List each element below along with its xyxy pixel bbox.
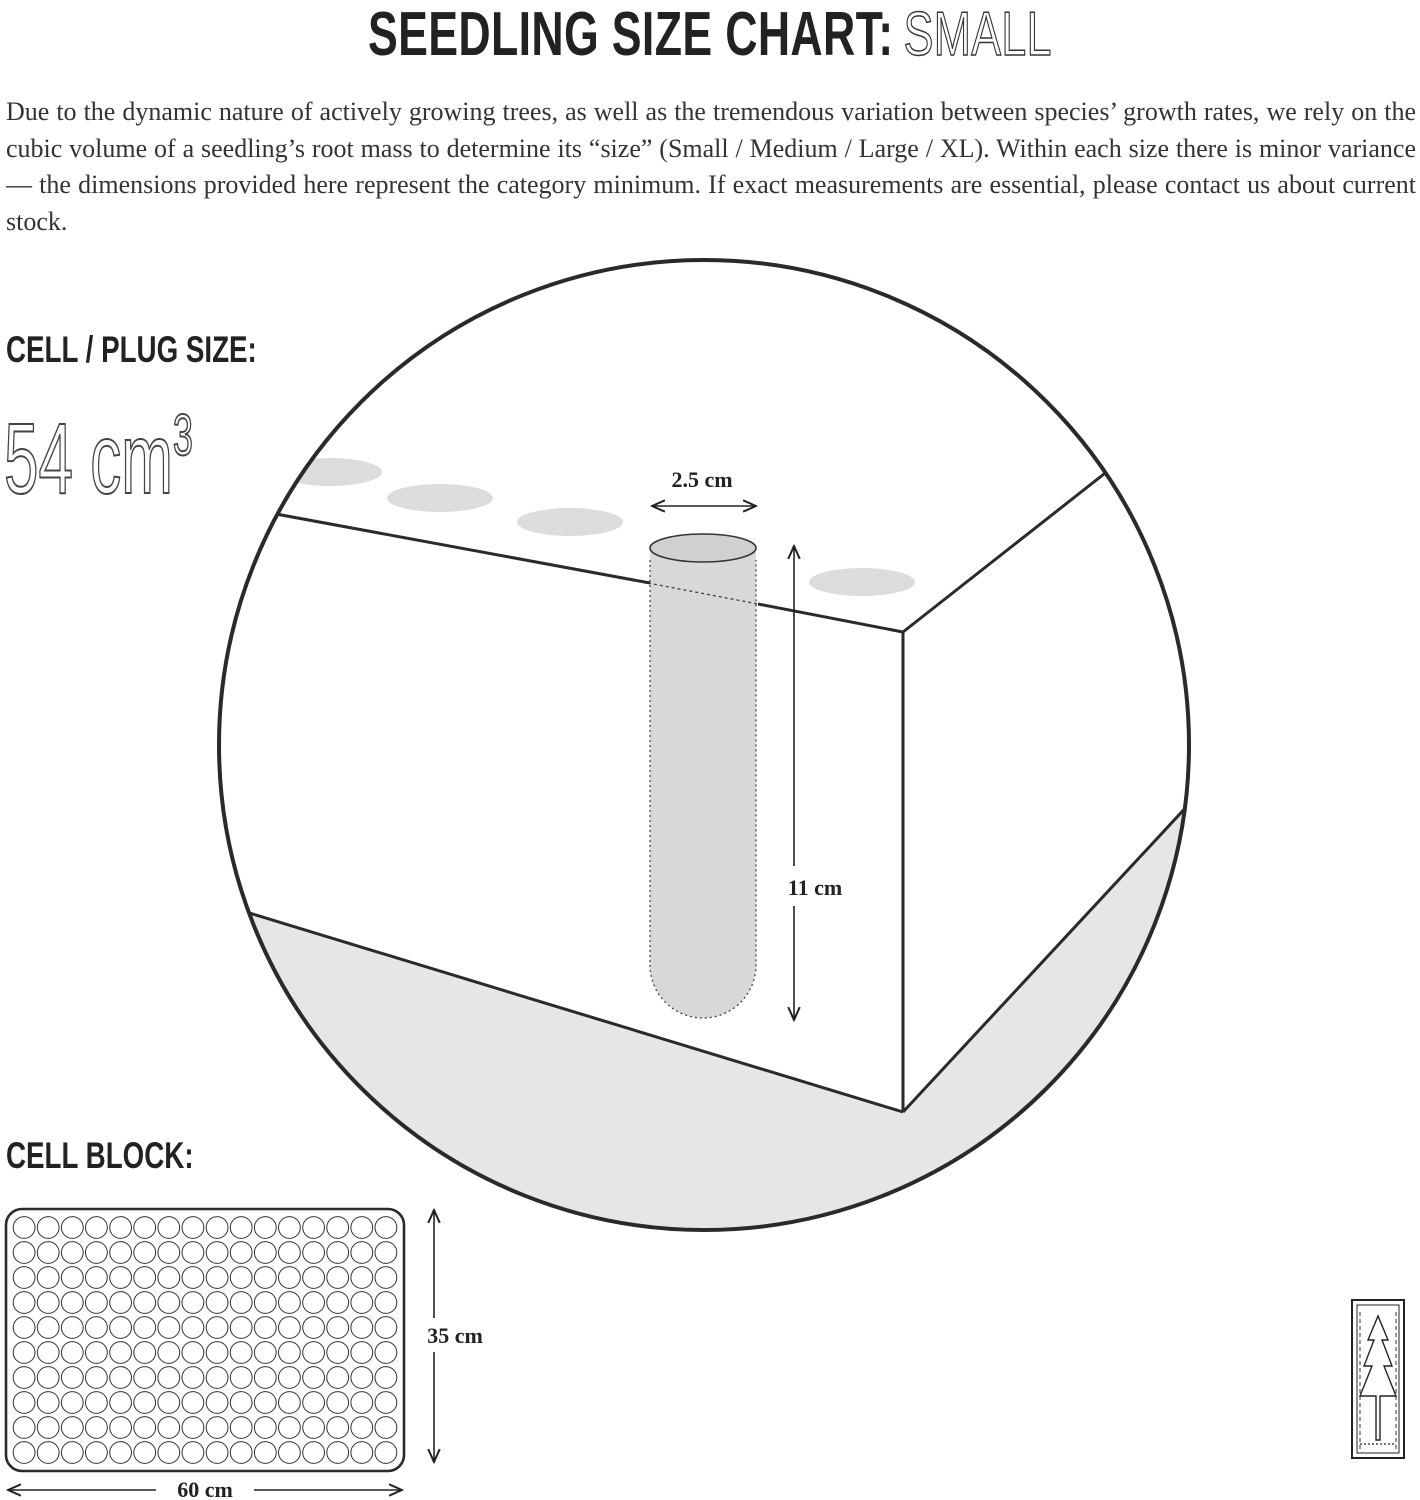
- volume-exponent: 3: [172, 403, 193, 468]
- tray-hole: [387, 484, 493, 512]
- block-height-label: 35 cm: [427, 1323, 483, 1348]
- cell-block-label: CELL BLOCK:: [6, 1135, 194, 1176]
- title-main-text: SEEDLING SIZE CHART:: [368, 0, 894, 69]
- plug-depth-label: 11 cm: [787, 875, 843, 900]
- pine-tree-logo-icon: [1352, 1300, 1404, 1458]
- block-top-side-edge: [903, 430, 1160, 632]
- cell-block-tray: [6, 1209, 404, 1471]
- plug-diameter-label: 2.5 cm: [671, 467, 733, 492]
- tray-hole: [278, 458, 382, 486]
- tray-hole: [809, 568, 915, 596]
- cell-plug-size-label: CELL / PLUG SIZE:: [6, 329, 257, 370]
- volume-unit: cm: [90, 403, 173, 515]
- plug-top: [650, 534, 756, 562]
- volume-number: 54: [4, 403, 73, 515]
- tray-hole: [517, 508, 623, 536]
- intro-paragraph: Due to the dynamic nature of actively growing trees, as well as the tremendous variation between species’ growth rates, we rely on the cubic volume of a seedling’s root mass to determine its “size” (Small / Medium / Large / XL). Within each size there is minor variance — the dimensions provided here represent the category minimum. If exact measurements are essential, please contact us about current stock.: [6, 97, 1416, 236]
- plug-cylinder: [650, 548, 756, 1018]
- block-width-label: 60 cm: [177, 1477, 233, 1500]
- magnified-tray-view: [100, 430, 1300, 1300]
- title-size-text: SMALL: [903, 0, 1052, 69]
- block-top-front-edge: [758, 604, 903, 632]
